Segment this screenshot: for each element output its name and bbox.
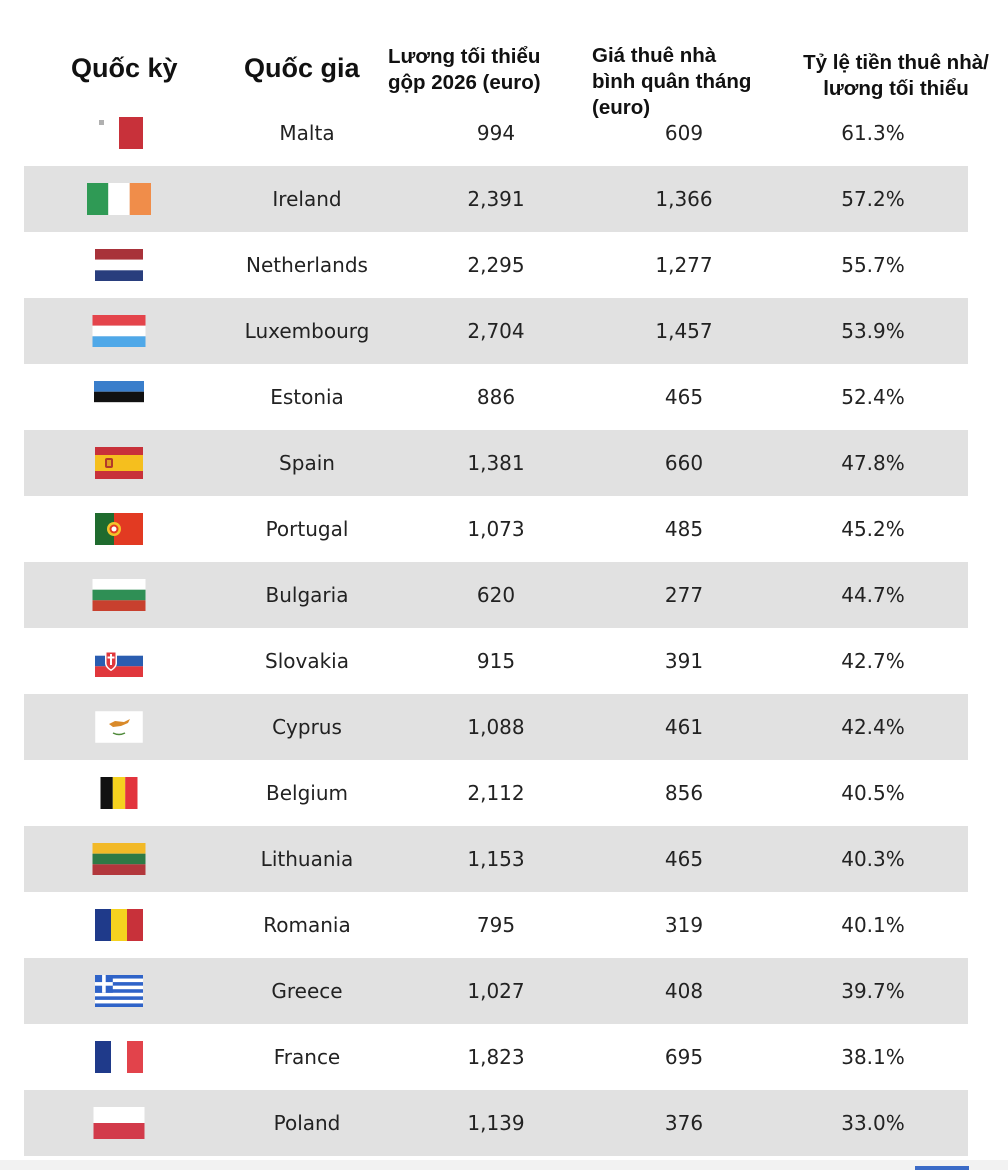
table-row (24, 166, 968, 232)
bottom-strip (0, 1160, 1008, 1170)
avg-rent-cell: 695 (664, 1045, 704, 1069)
flag-cell (84, 298, 154, 364)
country-cell: Malta (279, 121, 335, 145)
rent-ratio-cell: 38.1% (841, 1045, 905, 1069)
min-wage-cell: 915 (476, 649, 516, 673)
min-wage-cell: 1,381 (467, 451, 525, 475)
avg-rent-cell: 391 (664, 649, 704, 673)
rent-ratio-cell: 39.7% (841, 979, 905, 1003)
rent-ratio-cell: 53.9% (841, 319, 905, 343)
table-row (24, 232, 968, 298)
table-row (24, 100, 968, 166)
table-row (24, 364, 968, 430)
rent-ratio-cell: 40.1% (841, 913, 905, 937)
flag-cell (84, 826, 154, 892)
france-flag-icon (95, 1041, 143, 1073)
flag-cell (84, 364, 154, 430)
poland-flag-icon (94, 1107, 145, 1139)
min-wage-cell: 620 (476, 583, 516, 607)
min-wage-cell: 2,704 (467, 319, 525, 343)
table-row (24, 760, 968, 826)
rent-ratio-cell: 55.7% (841, 253, 905, 277)
table-row (24, 628, 968, 694)
flag-cell (84, 1090, 154, 1156)
min-wage-cell: 795 (476, 913, 516, 937)
lithuania-flag-icon (93, 843, 146, 875)
rent-ratio-cell: 42.7% (841, 649, 905, 673)
avg-rent-cell: 277 (664, 583, 704, 607)
min-wage-cell: 1,139 (467, 1111, 525, 1135)
portugal-flag-icon (95, 513, 143, 545)
flag-cell (84, 562, 154, 628)
min-wage-cell: 1,088 (467, 715, 525, 739)
header-min-wage-line1: Lương tối thiểu (388, 45, 541, 68)
min-wage-cell: 1,073 (467, 517, 525, 541)
header-rent-ratio-line1: Tỷ lệ tiền thuê nhà/ (803, 51, 989, 74)
malta-flag-icon (95, 117, 143, 149)
belgium-flag-icon (101, 777, 138, 809)
rent-ratio-cell: 42.4% (841, 715, 905, 739)
header-avg-rent-line1: Giá thuê nhà (592, 44, 717, 67)
avg-rent-cell: 660 (664, 451, 704, 475)
header-min-wage (388, 44, 541, 96)
country-cell: Spain (279, 451, 335, 475)
country-cell: Portugal (265, 517, 349, 541)
min-wage-cell: 1,823 (467, 1045, 525, 1069)
min-wage-cell: 2,295 (467, 253, 525, 277)
slovakia-flag-icon (95, 645, 143, 677)
country-cell: Cyprus (272, 715, 342, 739)
flag-cell (84, 760, 154, 826)
country-cell: Belgium (266, 781, 348, 805)
country-cell: Ireland (272, 187, 342, 211)
rent-ratio-cell: 61.3% (841, 121, 905, 145)
min-wage-cell: 2,391 (467, 187, 525, 211)
avg-rent-cell: 461 (664, 715, 704, 739)
country-cell: Bulgaria (265, 583, 349, 607)
min-wage-cell: 2,112 (467, 781, 525, 805)
header-avg-rent-line2: bình quân tháng (592, 70, 752, 93)
table-row (24, 496, 968, 562)
avg-rent-cell: 465 (664, 847, 704, 871)
flag-cell (84, 100, 154, 166)
rent-ratio-cell: 57.2% (841, 187, 905, 211)
avg-rent-cell: 856 (664, 781, 704, 805)
country-cell: Poland (273, 1111, 341, 1135)
flag-cell (84, 166, 154, 232)
header-min-wage-line2: gộp 2026 (euro) (388, 71, 541, 94)
country-cell: Slovakia (265, 649, 349, 673)
estonia-flag-icon (94, 381, 144, 413)
min-wage-cell: 886 (476, 385, 516, 409)
flag-cell (84, 496, 154, 562)
avg-rent-cell: 408 (664, 979, 704, 1003)
luxembourg-flag-icon (93, 315, 146, 347)
country-cell: Lithuania (260, 847, 354, 871)
avg-rent-cell: 465 (664, 385, 704, 409)
spain-flag-icon (95, 447, 143, 479)
avg-rent-cell: 609 (664, 121, 704, 145)
flag-cell (84, 892, 154, 958)
header-flag: Quốc kỳ (71, 53, 178, 83)
country-cell: France (273, 1045, 341, 1069)
rent-ratio-cell: 40.3% (841, 847, 905, 871)
country-cell: Greece (271, 979, 343, 1003)
table-row (24, 826, 968, 892)
avg-rent-cell: 376 (664, 1111, 704, 1135)
min-wage-cell: 1,153 (467, 847, 525, 871)
table-row (24, 1090, 968, 1156)
flag-cell (84, 232, 154, 298)
ireland-flag-icon (87, 183, 151, 215)
bulgaria-flag-icon (93, 579, 146, 611)
flag-cell (84, 430, 154, 496)
header-rent-ratio-line2: lương tối thiểu (823, 77, 969, 100)
netherlands-flag-icon (95, 249, 143, 281)
rent-ratio-cell: 40.5% (841, 781, 905, 805)
rent-ratio-cell: 33.0% (841, 1111, 905, 1135)
cyprus-flag-icon (95, 711, 143, 743)
rent-ratio-cell: 52.4% (841, 385, 905, 409)
table-row (24, 958, 968, 1024)
table-row (24, 694, 968, 760)
min-wage-cell: 1,027 (467, 979, 525, 1003)
flag-cell (84, 958, 154, 1024)
rent-ratio-cell: 45.2% (841, 517, 905, 541)
header-avg-rent-line3: (euro) (592, 96, 651, 119)
bottom-scroll-chip (915, 1166, 969, 1170)
flag-cell (84, 1024, 154, 1090)
rent-ratio-cell: 44.7% (841, 583, 905, 607)
country-cell: Romania (263, 913, 351, 937)
table-row (24, 430, 968, 496)
avg-rent-cell: 485 (664, 517, 704, 541)
rent-ratio-cell: 47.8% (841, 451, 905, 475)
header-country: Quốc gia (244, 53, 360, 83)
table-row (24, 298, 968, 364)
table-row (24, 1024, 968, 1090)
country-cell: Netherlands (246, 253, 368, 277)
country-cell: Luxembourg (244, 319, 370, 343)
country-cell: Estonia (270, 385, 344, 409)
min-wage-cell: 994 (476, 121, 516, 145)
avg-rent-cell: 1,277 (655, 253, 713, 277)
flag-cell (84, 628, 154, 694)
avg-rent-cell: 319 (664, 913, 704, 937)
header-rent-ratio (790, 50, 1002, 102)
table-row (24, 892, 968, 958)
greece-flag-icon (95, 975, 143, 1007)
avg-rent-cell: 1,366 (655, 187, 713, 211)
avg-rent-cell: 1,457 (655, 319, 713, 343)
romania-flag-icon (95, 909, 143, 941)
table-row (24, 562, 968, 628)
flag-cell (84, 694, 154, 760)
